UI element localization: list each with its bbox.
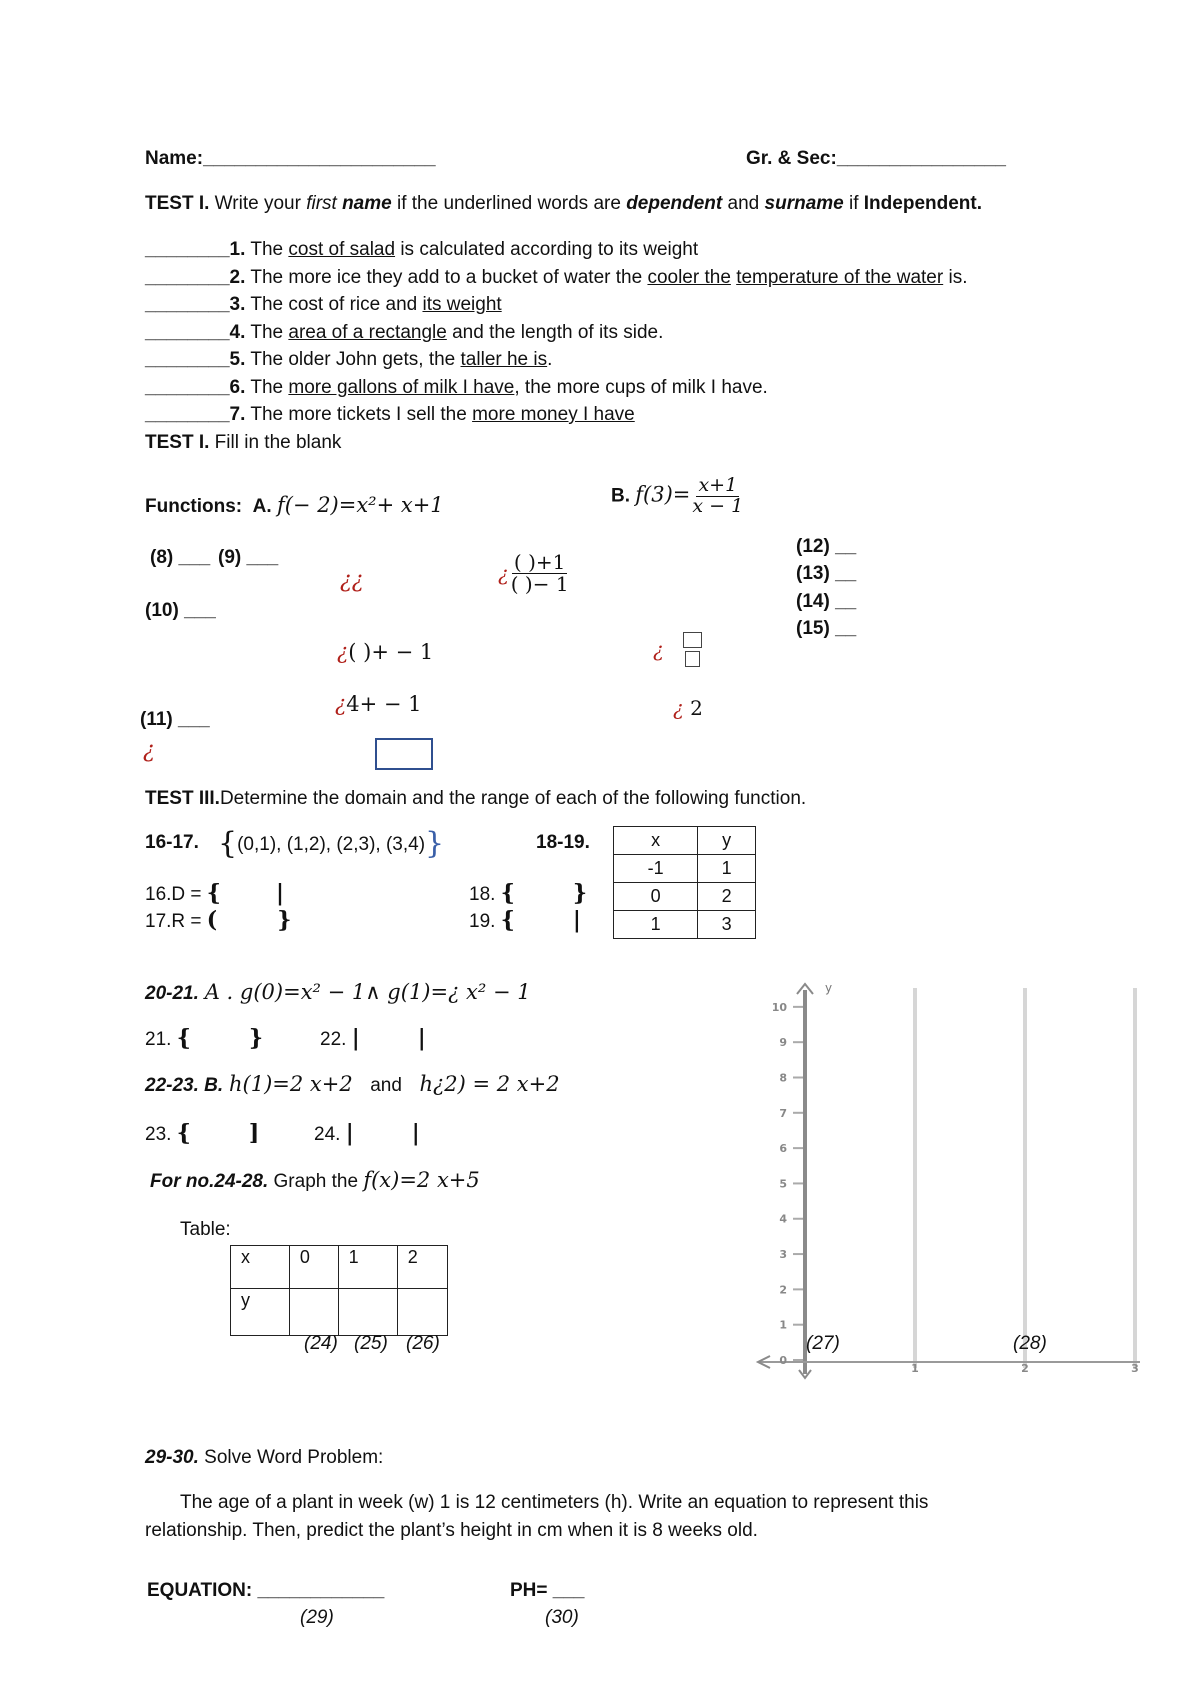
q22-23: 22-23. B. h(1)=2 x+2 and h¿2) = 2 x+2 — [145, 1072, 560, 1096]
answer-blank[interactable]: ________ — [145, 404, 230, 425]
q16-17-set: {(0,1), (1,2), (2,3), (3,4)} — [218, 826, 445, 861]
table-row — [614, 855, 756, 883]
test1-instructions: TEST I. Write your first name if the underlined words are dependent and surname if Independent. — [145, 193, 983, 214]
table-cell: x — [231, 1246, 290, 1289]
plant-height-blank[interactable]: PH= ___ — [510, 1580, 585, 1601]
item-text-u1: its weight — [422, 294, 502, 315]
step-b2: ¿ — [653, 632, 702, 667]
table-label: Table: — [180, 1219, 231, 1240]
table-cell: 2 — [698, 883, 756, 911]
blank-10[interactable]: (10) ___ — [145, 600, 216, 621]
coordinate-grid[interactable] — [740, 980, 1145, 1380]
y-axis-label: y — [825, 981, 833, 995]
label-28: (28) — [1013, 1333, 1047, 1354]
item-text-num: 3. — [229, 294, 246, 315]
y-tick-label: 6 — [779, 1142, 787, 1156]
y-tick-label: 1 — [779, 1318, 787, 1332]
answer-21: 21. { } — [145, 1025, 264, 1051]
answer-box[interactable] — [375, 738, 433, 770]
table-cell: -1 — [614, 855, 698, 883]
domain-16: 16.D = { | — [145, 880, 284, 906]
item-text-pre: The — [245, 239, 289, 260]
x-tick-label: 2 — [1021, 1362, 1029, 1375]
test1-item — [145, 404, 635, 426]
answer-blank[interactable]: ________ — [145, 239, 230, 260]
item-text-num: 1. — [229, 239, 246, 260]
answer-24: 24. | | — [314, 1120, 420, 1146]
blank-12[interactable]: (12) __ — [796, 536, 857, 557]
y-tick-label: 7 — [779, 1106, 787, 1120]
item-text-pre: The more ice they add to a bucket of water the — [245, 266, 648, 288]
table-cell: 1 — [338, 1246, 397, 1289]
label-26: (26) — [406, 1333, 440, 1354]
blank-14[interactable]: (14) __ — [796, 591, 857, 612]
range-19: 19. { | — [469, 907, 581, 933]
range-17: 17.R = ( } — [145, 907, 292, 933]
test1-item — [145, 322, 663, 344]
table-cell[interactable] — [289, 1289, 338, 1336]
label-24: (24) — [304, 1333, 338, 1354]
blank-8[interactable]: (8) ___ — [150, 547, 211, 568]
table-row — [614, 911, 756, 939]
step-a2: ¿( )+ − 1 — [337, 640, 434, 664]
blank-15[interactable]: (15) __ — [796, 618, 857, 639]
q18-19-label: 18-19. — [536, 832, 590, 853]
answer-blank[interactable]: ________ — [145, 294, 230, 315]
test2-instructions: TEST I. Fill in the blank — [145, 432, 342, 453]
table-cell: 0 — [614, 883, 698, 911]
table-cell: 2 — [397, 1246, 447, 1289]
test1-item — [145, 349, 552, 371]
step-b3: ¿ 2 — [673, 696, 703, 720]
test1-item — [145, 239, 698, 261]
test1-item — [145, 294, 502, 316]
graph-instruction: For no.24-28. Graph the f(x)=2 x+5 — [150, 1168, 480, 1192]
item-text-pre: The older John gets, the — [245, 349, 461, 370]
label-30: (30) — [545, 1607, 579, 1628]
answer-blank[interactable]: ________ — [145, 321, 230, 343]
item-text-num: 2. — [229, 266, 246, 288]
item-text-num: 4. — [229, 321, 246, 343]
domain-18: 18. { } — [469, 880, 588, 906]
label-25: (25) — [354, 1333, 388, 1354]
word-problem-line-1: The age of a plant in week (w) 1 is 12 centimeters (h). Write an equation to represent this — [180, 1492, 929, 1513]
grade-section-field-label: Gr. & Sec:________________ — [746, 148, 1006, 169]
item-text-u1: more gallons of milk I have — [288, 376, 515, 398]
y-tick-label: 10 — [771, 1000, 787, 1014]
label-29: (29) — [300, 1607, 334, 1628]
answer-22: 22. | | — [320, 1025, 426, 1051]
item-text-u1: area of a rectangle — [288, 321, 447, 343]
item-text-pre: The more tickets I sell the — [245, 404, 473, 425]
item-text-post: is. — [943, 266, 968, 288]
y-tick-label: 8 — [779, 1071, 787, 1085]
item-text-mid: , the more cups of milk I have. — [514, 376, 768, 398]
item-text-pre: The cost of rice and — [245, 294, 423, 315]
answer-blank[interactable]: ________ — [145, 376, 230, 398]
y-tick-label: 0 — [779, 1354, 787, 1367]
item-text-mid: and the length of its side. — [446, 321, 664, 343]
item-text-u1: cooler the — [647, 266, 731, 288]
item-text-mid: is calculated according to its weight — [395, 239, 699, 260]
blank-11[interactable]: (11) ___ — [140, 709, 210, 730]
table-cell: x — [614, 827, 698, 855]
word-problem-line-2: relationship. Then, predict the plant’s height in cm when it is 8 weeks old. — [145, 1520, 758, 1541]
table-header-row — [614, 827, 756, 855]
x-tick-label: 1 — [911, 1362, 919, 1375]
step-a3: ¿4+ − 1 — [335, 692, 422, 716]
y-tick-label: 2 — [779, 1283, 787, 1297]
item-text-mid: . — [547, 349, 553, 370]
item-text-num: 7. — [229, 404, 246, 425]
word-problem-heading: 29-30. Solve Word Problem: — [145, 1447, 384, 1468]
table-cell: y — [231, 1289, 290, 1336]
graph-value-table — [230, 1245, 448, 1336]
test1-item — [145, 267, 967, 289]
test3-instructions: TEST III.Determine the domain and the range of each of the following function. — [145, 788, 807, 809]
answer-blank[interactable]: ________ — [145, 349, 230, 370]
name-field-label: Name:______________________ — [145, 148, 436, 169]
step-11-placeholder: ¿ — [143, 738, 155, 763]
table-cell: 0 — [289, 1246, 338, 1289]
table-row — [231, 1289, 448, 1336]
table-cell: y — [698, 827, 756, 855]
table-row — [614, 883, 756, 911]
item-text-pre: The — [245, 376, 289, 398]
item-text-num: 6. — [229, 376, 246, 398]
label-27: (27) — [806, 1333, 840, 1354]
table-cell: 1 — [698, 855, 756, 883]
table-cell[interactable] — [397, 1289, 447, 1336]
item-text-num: 5. — [229, 349, 246, 370]
test1-item — [145, 377, 768, 399]
equation-blank[interactable]: EQUATION: ____________ — [147, 1580, 385, 1601]
table-cell: 1 — [614, 911, 698, 939]
x-tick-label: 3 — [1131, 1362, 1139, 1375]
item-text-u1: taller he is — [460, 349, 548, 370]
function-a: Functions: A. f(− 2)=x²+ x+1 — [145, 493, 444, 517]
table-cell: 3 — [698, 911, 756, 939]
q20-21: 20-21. A . g(0)=x² − 1∧ g(1)=¿ x² − 1 — [145, 980, 531, 1004]
table-row — [231, 1246, 448, 1289]
item-text-u1: more money I have — [472, 404, 635, 425]
y-tick-label: 5 — [779, 1177, 787, 1191]
blank-9[interactable]: (9) ___ — [218, 547, 279, 568]
y-tick-label: 9 — [779, 1036, 787, 1050]
item-text-pre: The — [245, 321, 289, 343]
blank-13[interactable]: (13) __ — [796, 563, 857, 584]
function-b: B. f(3)= $\frac{x+1}{x - 1}$ — [611, 474, 744, 517]
item-text-u2: temperature of the water — [736, 266, 944, 288]
table-cell[interactable] — [338, 1289, 397, 1336]
y-tick-label: 3 — [779, 1248, 787, 1262]
answer-blank[interactable]: ________ — [145, 266, 230, 288]
item-text-u1: cost of salad — [288, 239, 396, 260]
answer-23: 23. { ] — [145, 1120, 260, 1146]
xy-table — [613, 826, 756, 939]
step-b1: ¿ $\frac{( )+1}{( )- 1}$ — [498, 550, 569, 596]
q16-17-label: 16-17. — [145, 832, 199, 853]
step-a1-placeholder: ¿¿ — [340, 568, 364, 593]
y-tick-label: 4 — [779, 1212, 787, 1226]
